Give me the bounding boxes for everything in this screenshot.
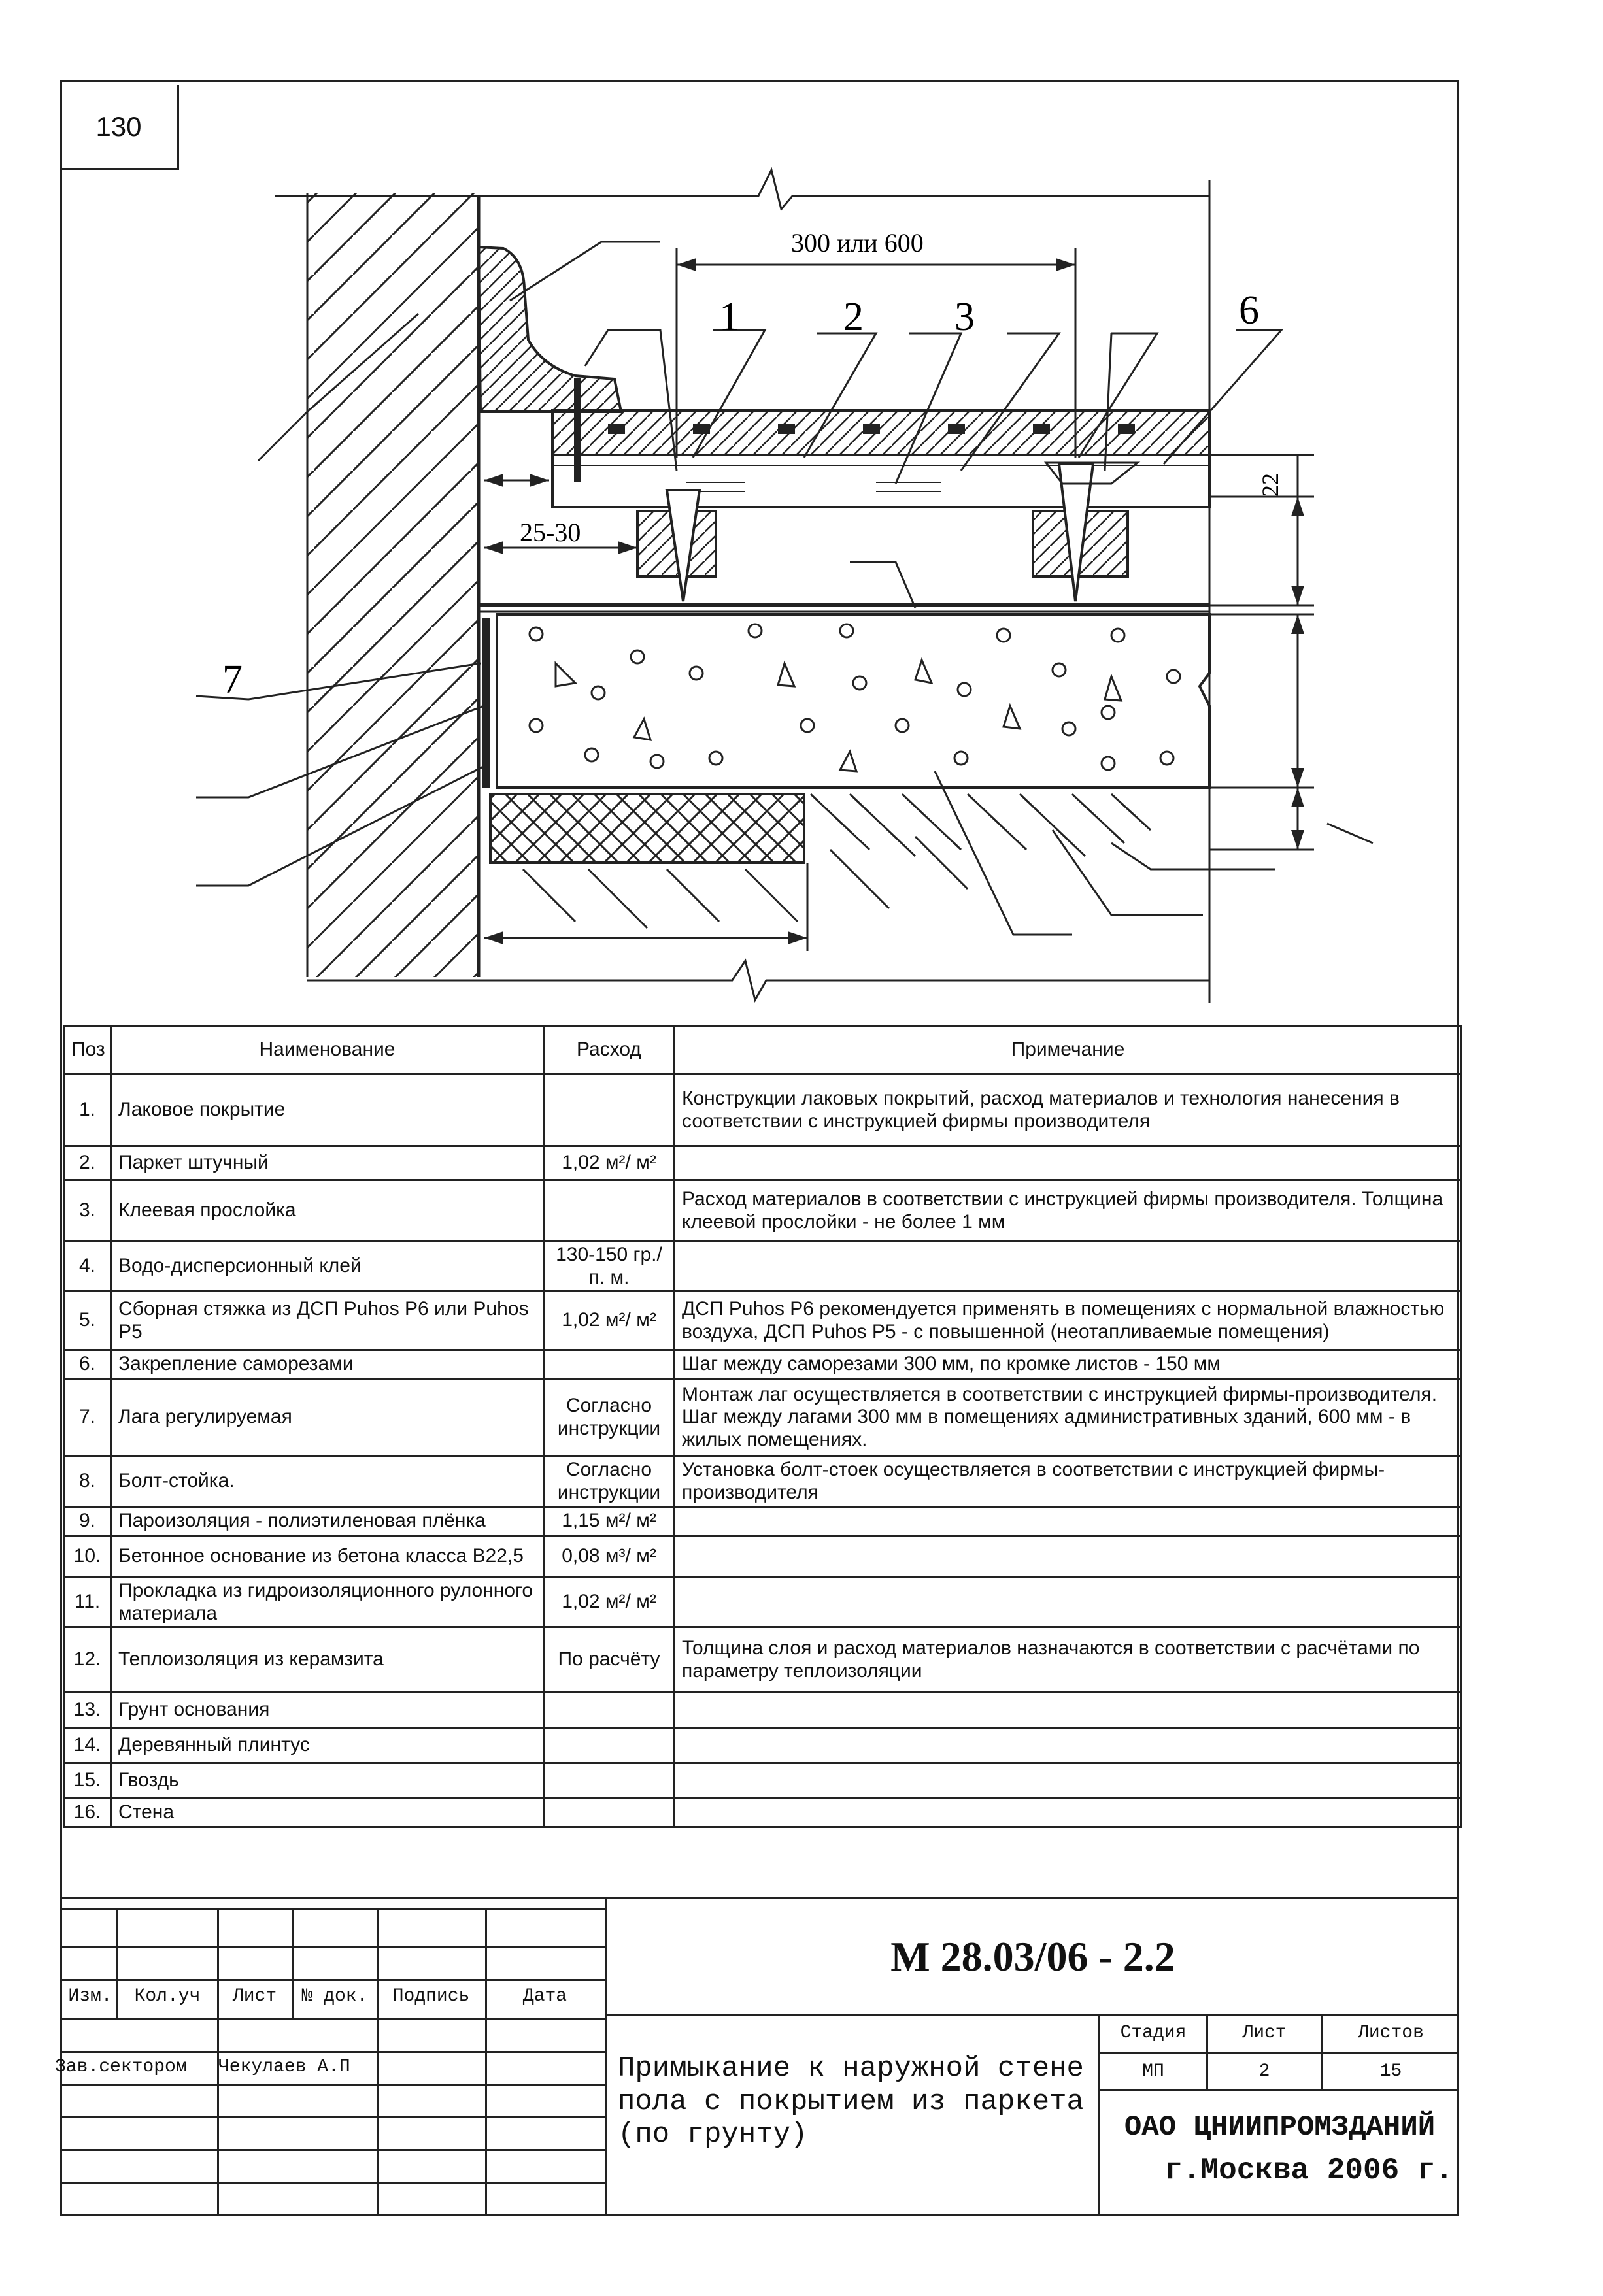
callout-7: 7 [222, 657, 243, 702]
cell-rate: 1,02 м²/ м² [544, 1291, 675, 1350]
header-pos: Поз [64, 1026, 111, 1074]
cell-pos: 9. [64, 1507, 111, 1536]
cell-rate: По расчёту [544, 1627, 675, 1693]
cell-note [675, 1728, 1462, 1763]
cell-name: Лаковое покрытие [111, 1074, 544, 1146]
table-row [64, 1379, 1462, 1456]
person: Чекулаев А.П [218, 2057, 350, 2077]
cell-pos: 7. [64, 1379, 111, 1456]
document-code: М 28.03/06 - 2.2 [890, 1933, 1175, 1980]
callout-2: 2 [843, 295, 864, 339]
cell-pos: 15. [64, 1763, 111, 1799]
document-title: Примыкание к наружной стене пола с покрытием из паркета (по грунту) [618, 2052, 1084, 2152]
col-kol-uch: Кол.уч [134, 1986, 201, 2006]
dim-gap-label: 25-30 [520, 518, 581, 547]
cell-note [675, 1799, 1462, 1827]
cell-name: Пароизоляция - полиэтиленовая плёнка [111, 1507, 544, 1536]
cell-note: Монтаж лаг осуществляется в соответствии с инструкцией фирмы-производителя. Шаг между лагами 300 мм в помещениях административных зданий, 600 мм - в жилых помещениях. [675, 1379, 1462, 1456]
table-row [64, 1536, 1462, 1578]
cell-pos: 8. [64, 1456, 111, 1507]
cell-name: Сборная стяжка из ДСП Puhos P6 или Puhos P5 [111, 1291, 544, 1350]
cell-rate [544, 1074, 675, 1146]
cell-name: Теплоизоляция из керамзита [111, 1627, 544, 1693]
cell-note [675, 1507, 1462, 1536]
cell-pos: 11. [64, 1578, 111, 1627]
cell-rate: 1,02 м²/ м² [544, 1578, 675, 1627]
cell-name: Лага регулируемая [111, 1379, 544, 1456]
skirting-board [479, 247, 621, 412]
table-row [64, 1578, 1462, 1627]
cell-note [675, 1536, 1462, 1578]
cell-name: Стена [111, 1799, 544, 1827]
cell-note [675, 1763, 1462, 1799]
table-row [64, 1693, 1462, 1728]
header-name: Наименование [111, 1026, 544, 1074]
callout-1: 1 [719, 295, 739, 339]
cell-rate [544, 1180, 675, 1242]
stage-label: Стадия [1120, 2023, 1187, 2043]
cell-note [675, 1242, 1462, 1291]
sheets-label: Листов [1358, 2023, 1424, 2043]
sheets-value: 15 [1379, 2061, 1402, 2082]
cell-name: Деревянный плинтус [111, 1728, 544, 1763]
cell-rate: Согласно инструкции [544, 1379, 675, 1456]
organization: ОАО ЦНИИПРОМЗДАНИЙ [1124, 2111, 1436, 2144]
table-row [64, 1507, 1462, 1536]
cell-note: Толщина слоя и расход материалов назначаются в соответствии с расчётами по параметру теплоизоляции [675, 1627, 1462, 1693]
cell-pos: 16. [64, 1799, 111, 1827]
cell-note [675, 1693, 1462, 1728]
sheet-value: 2 [1258, 2061, 1270, 2082]
table-row [64, 1146, 1462, 1180]
table-row [64, 1763, 1462, 1799]
cell-name: Клеевая прослойка [111, 1180, 544, 1242]
page-number: 130 [60, 85, 179, 170]
specification-table [63, 1025, 1462, 1828]
cell-note: Шаг между саморезами 300 мм, по кромке листов - 150 мм [675, 1350, 1462, 1379]
wall-hatch [307, 193, 479, 977]
cell-rate [544, 1728, 675, 1763]
cell-pos: 1. [64, 1074, 111, 1146]
city-year: г.Москва 2006 г. [1164, 2154, 1453, 2188]
cell-rate: 130-150 гр./п. м. [544, 1242, 675, 1291]
table-row [64, 1350, 1462, 1379]
col-izm: Изм. [68, 1986, 112, 2006]
dim-22-label: 22 [1257, 473, 1283, 497]
cell-name: Закрепление саморезами [111, 1350, 544, 1379]
cell-pos: 10. [64, 1536, 111, 1578]
cell-rate: 0,08 м³/ м² [544, 1536, 675, 1578]
cell-name: Болт-стойка. [111, 1456, 544, 1507]
waterproofing-strip [482, 618, 490, 788]
table-row [64, 1291, 1462, 1350]
cell-rate [544, 1763, 675, 1799]
cell-note: Расход материалов в соответствии с инструкцией фирмы производителя. Толщина клеевой прослойки - не более 1 мм [675, 1180, 1462, 1242]
dim-spacing-label: 300 или 600 [791, 228, 924, 258]
section-drawing [0, 0, 1603, 1026]
cell-pos: 6. [64, 1350, 111, 1379]
cell-pos: 13. [64, 1693, 111, 1728]
cell-note: Конструкции лаковых покрытий, расход материалов и технология нанесения в соответствии с инструкцией фирмы производителя [675, 1074, 1462, 1146]
callout-6: 6 [1239, 288, 1259, 333]
sheet-label: Лист [1242, 2023, 1287, 2043]
cell-rate [544, 1799, 675, 1827]
cell-note: Установка болт-стоек осуществляется в соответствии с инструкцией фирмы-производителя [675, 1456, 1462, 1507]
col-list: Лист [232, 1986, 277, 2006]
cell-note [675, 1578, 1462, 1627]
cell-note: ДСП Puhos P6 рекомендуется применять в помещениях с нормальной влажностью воздуха, ДСП Puhos P5 - с повышенной (неотапливаемые помещения) [675, 1291, 1462, 1350]
clay-insulation [490, 794, 804, 863]
cell-rate [544, 1693, 675, 1728]
callout-3: 3 [954, 295, 975, 339]
cell-rate: Согласно инструкции [544, 1456, 675, 1507]
cell-name: Гвоздь [111, 1763, 544, 1799]
header-rate: Расход [544, 1026, 675, 1074]
cell-note [675, 1146, 1462, 1180]
cell-pos: 5. [64, 1291, 111, 1350]
table-row [64, 1456, 1462, 1507]
table-row [64, 1728, 1462, 1763]
table-row [64, 1074, 1462, 1146]
cell-rate [544, 1350, 675, 1379]
stage-value: МП [1142, 2061, 1164, 2082]
cell-name: Паркет штучный [111, 1146, 544, 1180]
cell-name: Прокладка из гидроизоляционного рулонного материала [111, 1578, 544, 1627]
cell-name: Бетонное основание из бетона класса B22,5 [111, 1536, 544, 1578]
col-doc: № док. [301, 1986, 368, 2006]
cell-rate: 1,15 м²/ м² [544, 1507, 675, 1536]
cell-pos: 14. [64, 1728, 111, 1763]
parquet-layer [552, 410, 1209, 455]
table-row [64, 1627, 1462, 1693]
cell-pos: 12. [64, 1627, 111, 1693]
table-row [64, 1242, 1462, 1291]
cell-pos: 4. [64, 1242, 111, 1291]
cell-name: Водо-дисперсионный клей [111, 1242, 544, 1291]
col-date: Дата [522, 1986, 567, 2006]
role: Зав.сектором [55, 2057, 187, 2077]
cell-pos: 2. [64, 1146, 111, 1180]
cell-rate: 1,02 м²/ м² [544, 1146, 675, 1180]
cell-name: Грунт основания [111, 1693, 544, 1728]
col-signature: Подпись [392, 1986, 470, 2006]
header-note: Примечание [675, 1026, 1462, 1074]
cell-pos: 3. [64, 1180, 111, 1242]
table-row [64, 1799, 1462, 1827]
table-row [64, 1180, 1462, 1242]
